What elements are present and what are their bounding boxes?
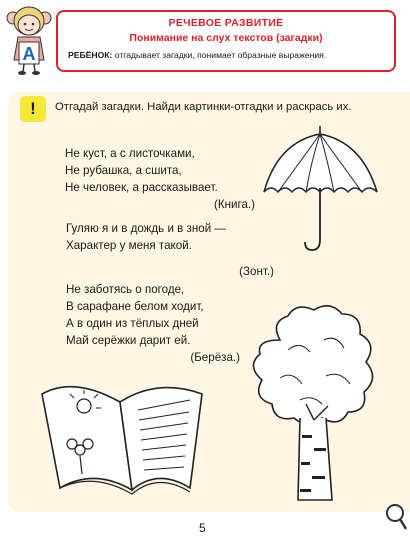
topic-title: Понимание на слух текстов (загадки) <box>129 32 323 44</box>
riddle-line: Не рубашка, а сшита, <box>65 164 182 177</box>
page-number: 5 <box>199 521 206 535</box>
magnifier-icon <box>384 502 408 532</box>
riddle-answer: (Берёза.) <box>190 351 240 364</box>
umbrella-icon <box>258 122 383 257</box>
riddle-umbrella <box>66 220 274 280</box>
riddle-birch <box>66 281 240 366</box>
birch-tree-icon <box>240 300 390 505</box>
task-instruction: Отгадай загадки. Найди картинки-отгадки и раскрась их. <box>55 101 352 113</box>
task-badge: ! <box>20 96 46 122</box>
riddle-line: Характер у меня такой. <box>66 239 192 252</box>
riddle-answer: (Зонт.) <box>239 265 274 278</box>
riddle-line: Гуляю я и в дождь и в зной — <box>66 222 226 235</box>
child-label: РЕБЁНОК: <box>68 50 113 60</box>
mascot-letter: A <box>22 44 36 64</box>
child-text: отгадывает загадки, понимает образные выражения. <box>114 50 327 60</box>
section-title: РЕЧЕВОЕ РАЗВИТИЕ <box>168 17 284 29</box>
header-box <box>56 10 396 72</box>
child-goal <box>68 50 388 60</box>
riddle-book <box>65 145 255 213</box>
riddle-line: Не человек, а рассказывает. <box>65 181 218 194</box>
riddle-answer: (Книга.) <box>214 198 255 211</box>
riddle-line: В сарафане белом ходит, <box>66 300 204 313</box>
riddle-line: Не заботясь о погоде, <box>66 283 185 296</box>
riddle-line: Май серёжки дарит ей. <box>66 334 191 347</box>
girl-mascot-icon <box>4 4 54 76</box>
open-book-icon <box>34 372 210 504</box>
riddle-line: А в один из тёплых дней <box>66 317 199 330</box>
riddle-line: Не куст, а с листочками, <box>65 147 195 160</box>
